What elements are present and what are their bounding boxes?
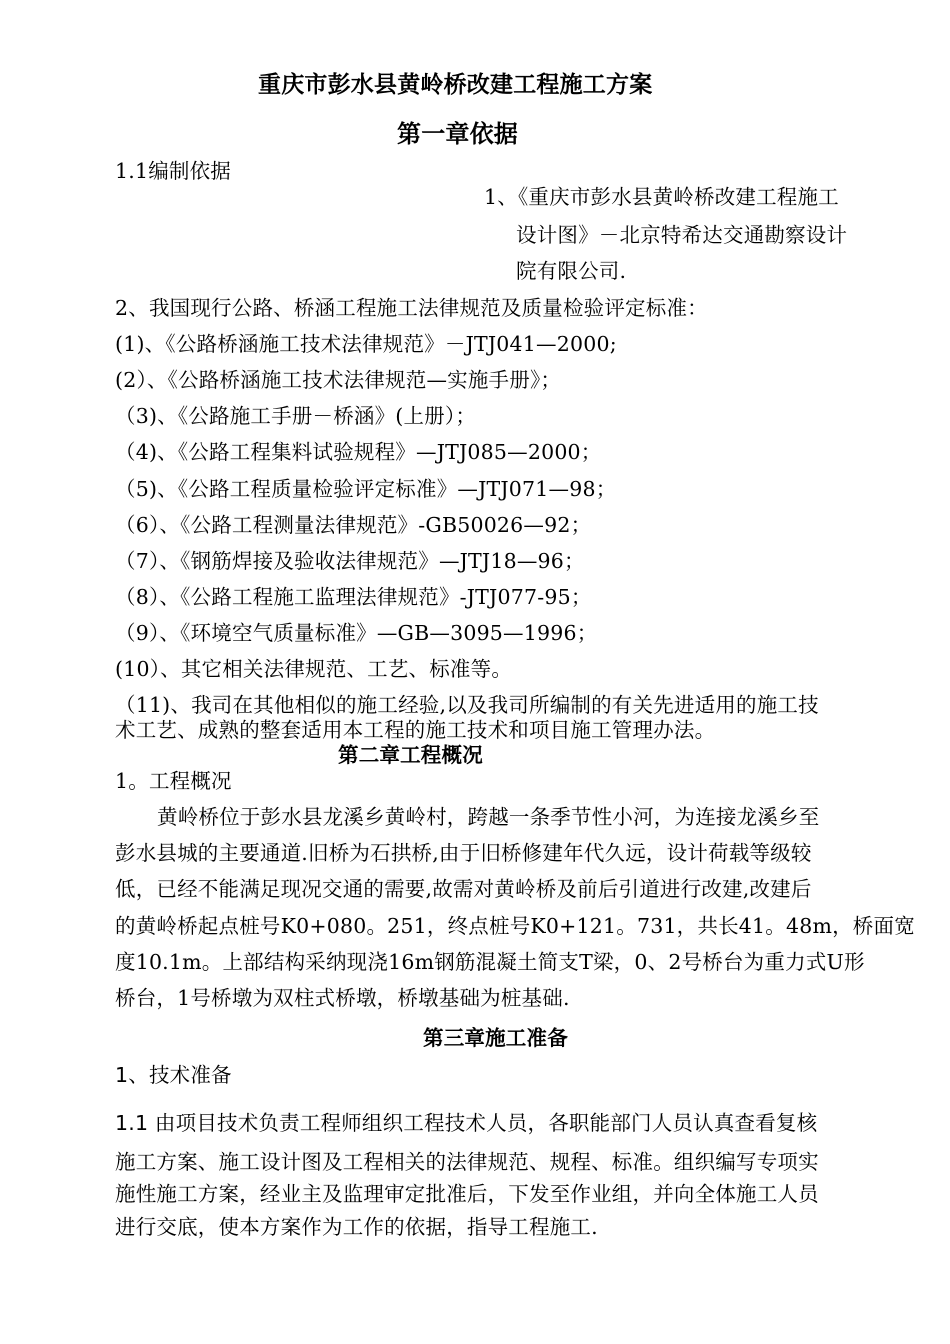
standard-item: （3)、《公路施工手册－桥涵》(上册）； <box>115 404 477 428</box>
item1-line-1: 1、《重庆市彭水县黄岭桥改建工程施工 <box>484 185 839 209</box>
standard-item: (2）、《公路桥涵施工技术法律规范—实施手册》； <box>115 368 562 392</box>
standard-item: (10）、其它相关法律规范、工艺、标准等。 <box>115 657 513 681</box>
standard-item: （4)、《公路工程集料试验规程》—JTJ085—2000； <box>115 440 602 464</box>
item11-line-1: （11)、我司在其他相似的施工经验,以及我司所编制的有关先进适用的施工技 <box>115 693 819 717</box>
item1-line-2: 设计图》－北京特希达交通勘察设计 <box>516 223 848 247</box>
chapter3-paragraph-line: 进行交底，使本方案作为工作的依据，指导工程施工. <box>115 1215 598 1239</box>
chapter2-paragraph-line: 的黄岭桥起点桩号K0+080。251，终点桩号K0+121。731，共长41。48m，桥面宽 <box>115 914 915 938</box>
standard-item: （9）、《环境空气质量标准》—GB—3095—1996； <box>115 621 598 645</box>
chapter2-section-title: 1。工程概况 <box>115 769 232 793</box>
chapter3-heading: 第三章施工准备 <box>423 1026 568 1050</box>
standard-item: （8）、《公路工程施工监理法律规范》-JTJ077-95； <box>115 585 592 609</box>
chapter2-paragraph-line: 彭水县城的主要通道.旧桥为石拱桥,由于旧桥修建年代久远，设计荷载等级较 <box>115 841 812 865</box>
subsection-number: 1.1 <box>115 1111 149 1135</box>
chapter2-paragraph-line: 黄岭桥位于彭水县龙溪乡黄岭村，跨越一条季节性小河，为连接龙溪乡至 <box>157 805 820 829</box>
chapter2-paragraph-line: 桥台，1号桥墩为双柱式桥墩，桥墩基础为桩基础. <box>115 986 570 1010</box>
standard-item: （5)、《公路工程质量检验评定标准》—JTJ071—98； <box>115 477 617 501</box>
chapter3-paragraph-line: 施性施工方案，经业主及监理审定批准后，下发至作业组，并向全体施工人员 <box>115 1182 819 1206</box>
chapter1-section-title: 1.1编制依据 <box>115 159 232 183</box>
chapter3-section-title: 1、技术准备 <box>115 1063 232 1087</box>
standard-item: (1)、《公路桥涵施工技术法律规范》－JTJ041—2000; <box>115 332 617 356</box>
chapter3-paragraph-line: 施工方案、施工设计图及工程相关的法律规范、规程、标准。组织编写专项实 <box>115 1150 819 1174</box>
item1-line-3: 院有限公司. <box>516 259 627 283</box>
standard-item: （7）、《钢筋焊接及验收法律规范》—JTJ18—96； <box>115 549 585 573</box>
chapter2-heading: 第二章工程概况 <box>338 743 483 767</box>
item2-text: 2、我国现行公路、桥涵工程施工法律规范及质量检验评定标准： <box>115 296 708 320</box>
chapter3-paragraph-line-1 <box>115 1110 817 1136</box>
chapter3-paragraph-text: 由项目技术负责工程师组织工程技术人员，各职能部门人员认真查看复核 <box>154 1111 818 1135</box>
document-title: 重庆市彭水县黄岭桥改建工程施工方案 <box>258 72 653 98</box>
item11-line-2: 术工艺、成熟的整套适用本工程的施工技术和项目施工管理办法。 <box>115 718 716 742</box>
standard-item: （6）、《公路工程测量法律规范》-GB50026—92； <box>115 513 592 537</box>
chapter2-paragraph-line: 度10.1m。上部结构采纳现浇16m钢筋混凝土简支T梁，0、2号桥台为重力式U形 <box>115 950 865 974</box>
chapter1-heading: 第一章依据 <box>397 120 518 148</box>
chapter2-paragraph-line: 低，已经不能满足现况交通的需要,故需对黄岭桥及前后引道进行改建,改建后 <box>115 877 812 901</box>
